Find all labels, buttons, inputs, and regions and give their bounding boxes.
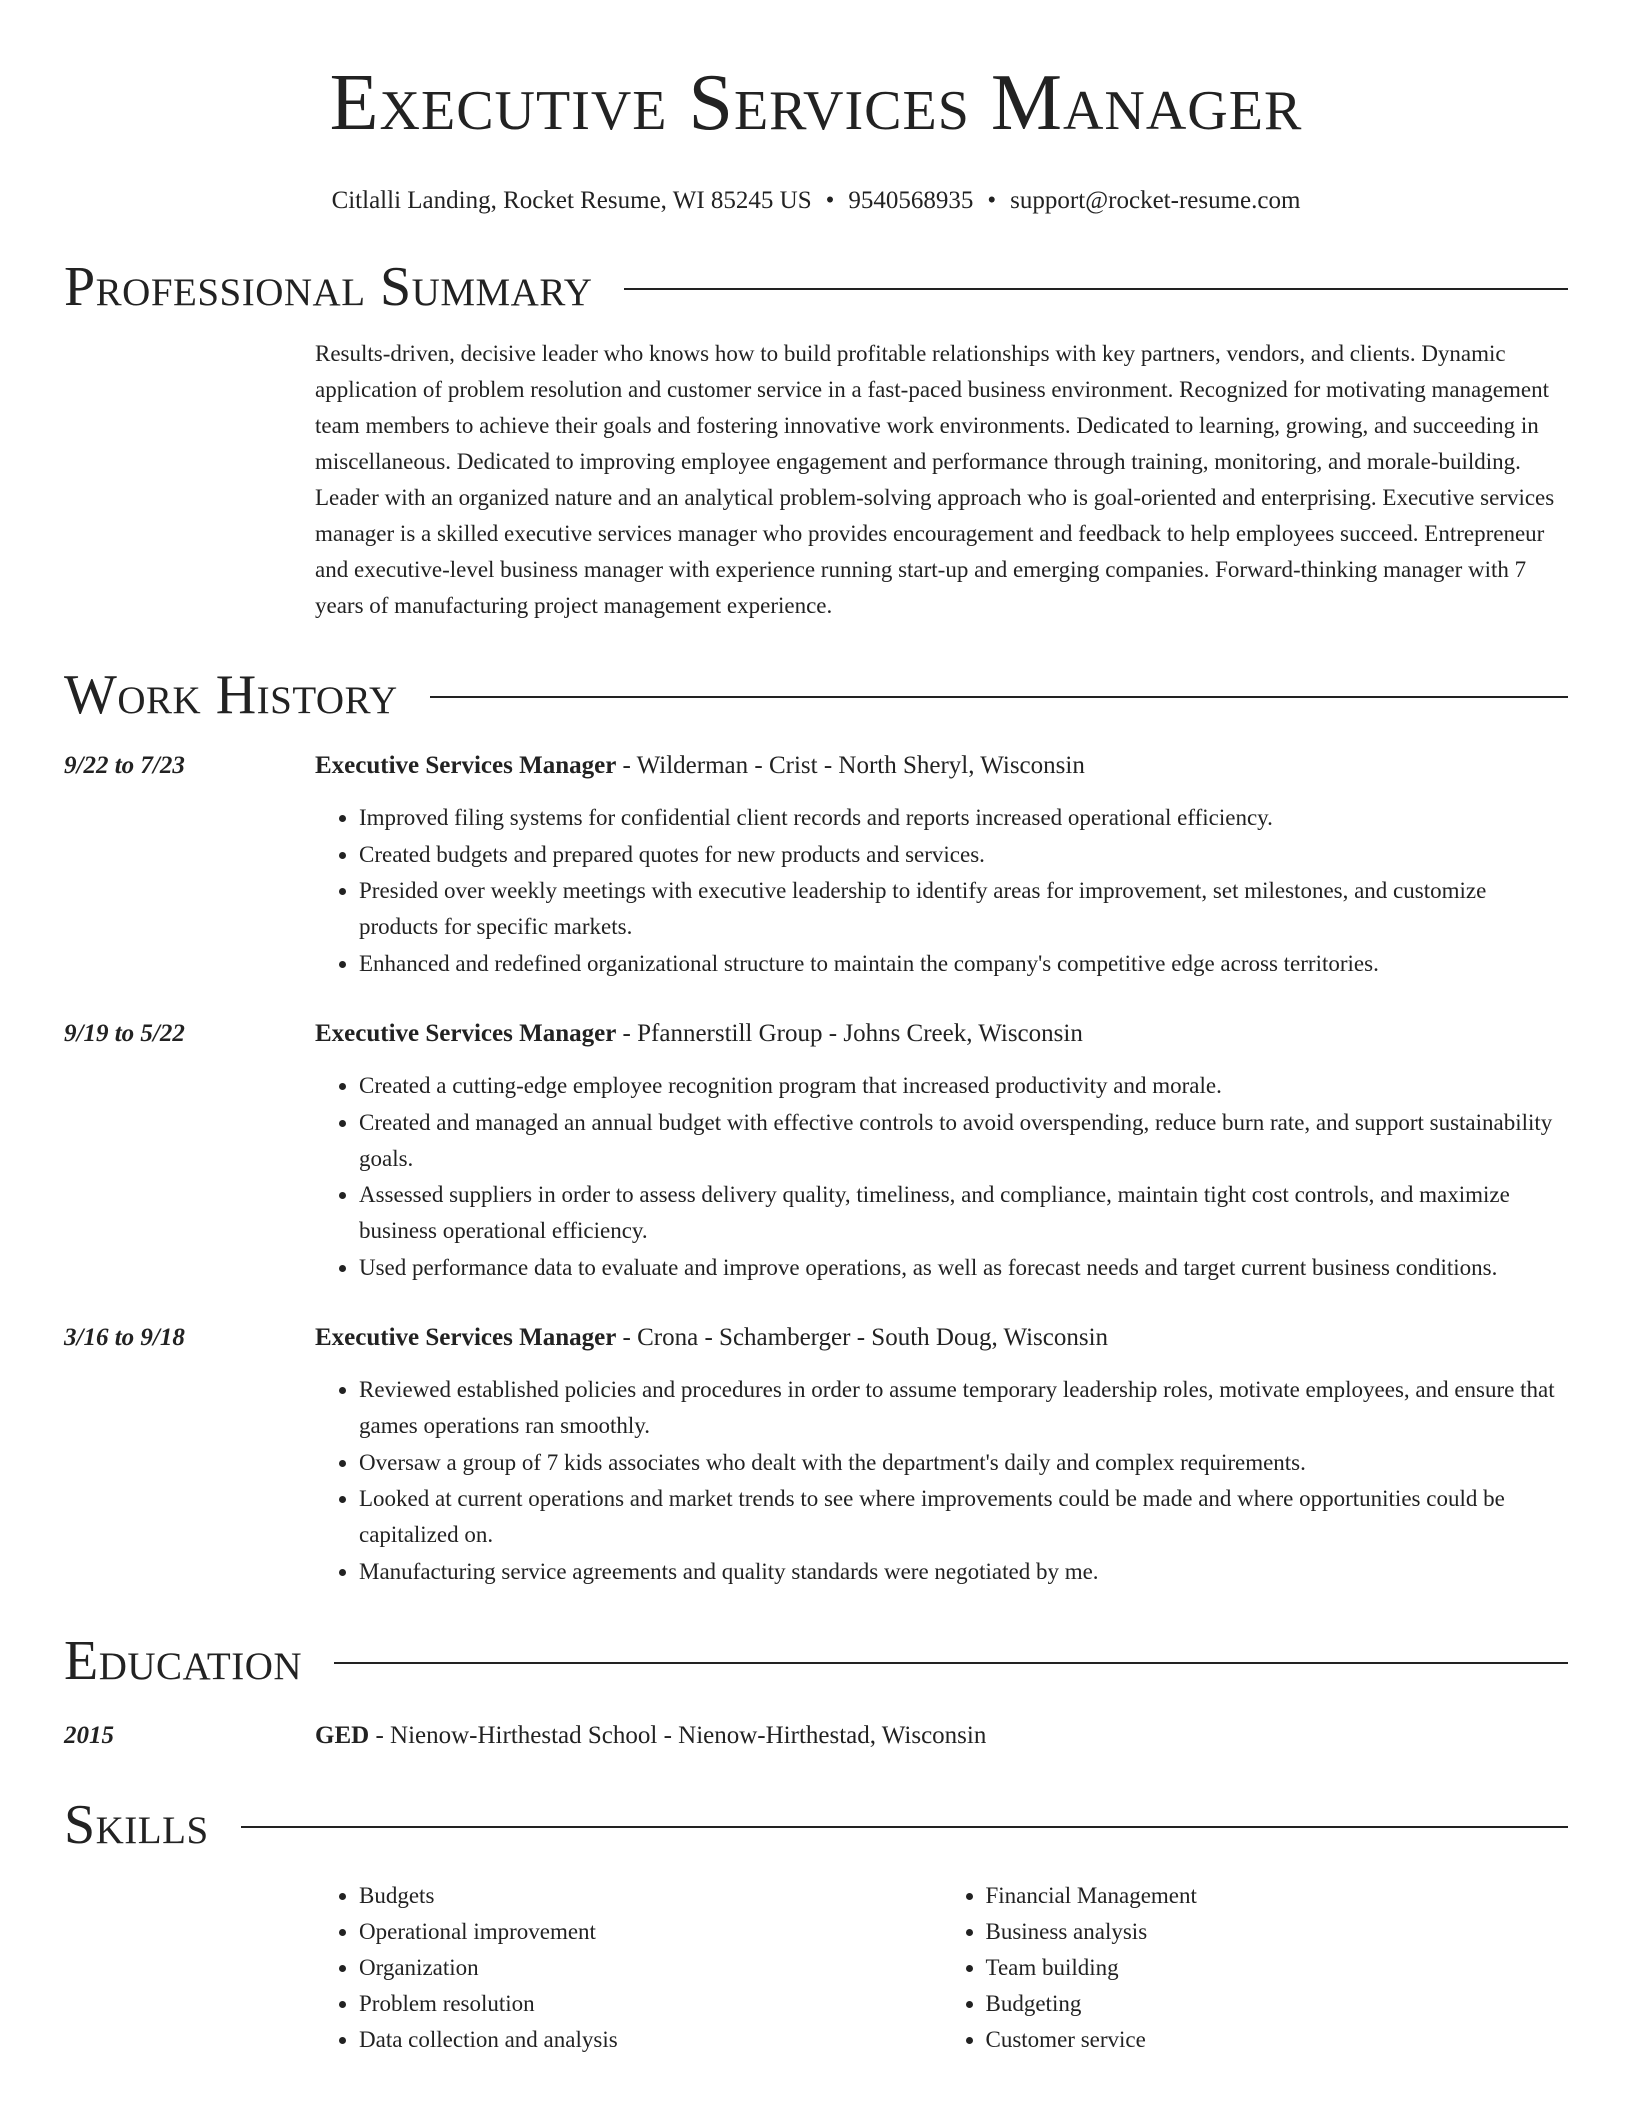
skills-list-right: [942, 1878, 1569, 2058]
contact-separator: •: [825, 187, 835, 214]
job-title: Executive Services Manager: [315, 1324, 617, 1351]
skills-list-left: [315, 1878, 942, 2058]
job-details: - Pfannerstill Group - Johns Creek, Wisconsin: [616, 1020, 1083, 1047]
job-title: Executive Services Manager: [315, 752, 617, 779]
section-divider: [624, 288, 1568, 290]
job-dates: 9/22 to 7/23: [64, 752, 185, 779]
job-bullet: • Reviewed established policies and procedures in order to assume temporary leadership roles, motivate employees, and ensure that games operations ran smoothly.: [359, 1372, 1568, 1444]
job-bullet: • Presided over weekly meetings with executive leadership to identify areas for improvement, set milestones, and customize products for specific markets.: [359, 873, 1568, 945]
job-title-line: [315, 1320, 1568, 1356]
job-dates: 3/16 to 9/18: [64, 1324, 185, 1351]
skills-heading: Skills: [64, 1794, 209, 1856]
work-heading: Work History: [64, 664, 398, 726]
skill-item: • Operational improvement: [359, 1914, 942, 1950]
job-entry: [64, 1320, 1568, 1590]
job-bullet: • Created budgets and prepared quotes for new products and services.: [359, 837, 1568, 873]
skill-item: • Team building: [986, 1950, 1569, 1986]
education-details: - Nienow-Hirthestad School - Nienow-Hirthestad, Wisconsin: [369, 1722, 987, 1749]
skills-section: [64, 1878, 1568, 2058]
skill-item: • Customer service: [986, 2022, 1569, 2058]
job-dates: 9/19 to 5/22: [64, 1020, 185, 1047]
job-bullet-list: [315, 800, 1568, 982]
job-bullet: • Improved filing systems for confidential client records and reports increased operational efficiency.: [359, 800, 1568, 836]
job-details: - Crona - Schamberger - South Doug, Wisconsin: [616, 1324, 1109, 1351]
section-divider: [334, 1662, 1568, 1664]
job-details: - Wilderman - Crist - North Sheryl, Wisconsin: [616, 752, 1085, 779]
skill-item: • Problem resolution: [359, 1986, 942, 2022]
section-divider: [241, 1826, 1568, 1828]
job-entry: [64, 1016, 1568, 1286]
job-title: Executive Services Manager: [315, 1020, 617, 1047]
summary-section: [64, 336, 1568, 624]
job-entry: [64, 748, 1568, 982]
job-bullet: • Looked at current operations and market trends to see where improvements could be made and where opportunities could be capitalized on.: [359, 1481, 1568, 1553]
education-section-header: [64, 1630, 1568, 1692]
summary-left-spacer: [64, 336, 315, 624]
skill-item: • Organization: [359, 1950, 942, 1986]
summary-text: Results-driven, decisive leader who knows how to build profitable relationships with key partners, vendors, and clients. Dynamic application of problem resolution and customer service in a fast-paced business environment. Recognized for motivating management team members to achieve their goals and fostering innovative work environments. Dedicated to learning, growing, and succeeding in miscellaneous. Dedicated to improving employee engagement and performance through training, monitoring, and morale-building. Leader with an organized nature and an analytical problem-solving approach who is goal-oriented and enterprising. Executive services manager is a skilled executive services manager who provides encouragement and feedback to help employees succeed. Entrepreneur and executive-level business manager with experience running start-up and emerging companies. Forward-thinking manager with 7 years of manufacturing project management experience.: [315, 341, 1555, 618]
skill-item: • Data collection and analysis: [359, 2022, 942, 2058]
job-bullet-list: [315, 1068, 1568, 1286]
skill-item: • Budgets: [359, 1878, 942, 1914]
skills-left-spacer: [64, 1878, 315, 2058]
resume-name: Executive Services Manager: [329, 59, 1303, 147]
job-title-line: [315, 748, 1568, 784]
job-bullet: • Used performance data to evaluate and improve operations, as well as forecast needs and target current business conditions.: [359, 1250, 1568, 1286]
education-heading: Education: [64, 1630, 303, 1692]
summary-heading: Professional Summary: [64, 256, 593, 318]
job-bullet: • Oversaw a group of 7 kids associates who dealt with the department's daily and complex requirements.: [359, 1445, 1568, 1481]
job-bullet-list: [315, 1372, 1568, 1590]
skills-section-header: [64, 1794, 1568, 1856]
skill-item: • Financial Management: [986, 1878, 1569, 1914]
job-bullet: • Enhanced and redefined organizational structure to maintain the company's competitive edge across territories.: [359, 946, 1568, 982]
job-bullet: • Manufacturing service agreements and quality standards were negotiated by me.: [359, 1554, 1568, 1590]
education-entry: [64, 1718, 1568, 1754]
skill-item: • Business analysis: [986, 1914, 1569, 1950]
job-title-line: [315, 1016, 1568, 1052]
contact-email: support@rocket-resume.com: [1010, 187, 1301, 214]
section-divider: [430, 696, 1568, 698]
education-line: [315, 1718, 1568, 1754]
work-section-header: [64, 664, 1568, 726]
job-bullet: • Assessed suppliers in order to assess delivery quality, timeliness, and compliance, maintain tight cost controls, and maximize business operational efficiency.: [359, 1177, 1568, 1249]
contact-phone: 9540568935: [848, 187, 974, 214]
education-year: 2015: [64, 1722, 114, 1749]
contact-line: [64, 186, 1568, 216]
job-bullet: • Created a cutting-edge employee recognition program that increased productivity and morale.: [359, 1068, 1568, 1104]
contact-address: Citlalli Landing, Rocket Resume, WI 85245 US: [331, 187, 812, 214]
education-degree: GED: [315, 1722, 370, 1749]
summary-section-header: [64, 256, 1568, 318]
job-bullet: • Created and managed an annual budget with effective controls to avoid overspending, reduce burn rate, and support sustainability goals.: [359, 1105, 1568, 1177]
contact-separator: •: [987, 187, 997, 214]
skill-item: • Budgeting: [986, 1986, 1569, 2022]
